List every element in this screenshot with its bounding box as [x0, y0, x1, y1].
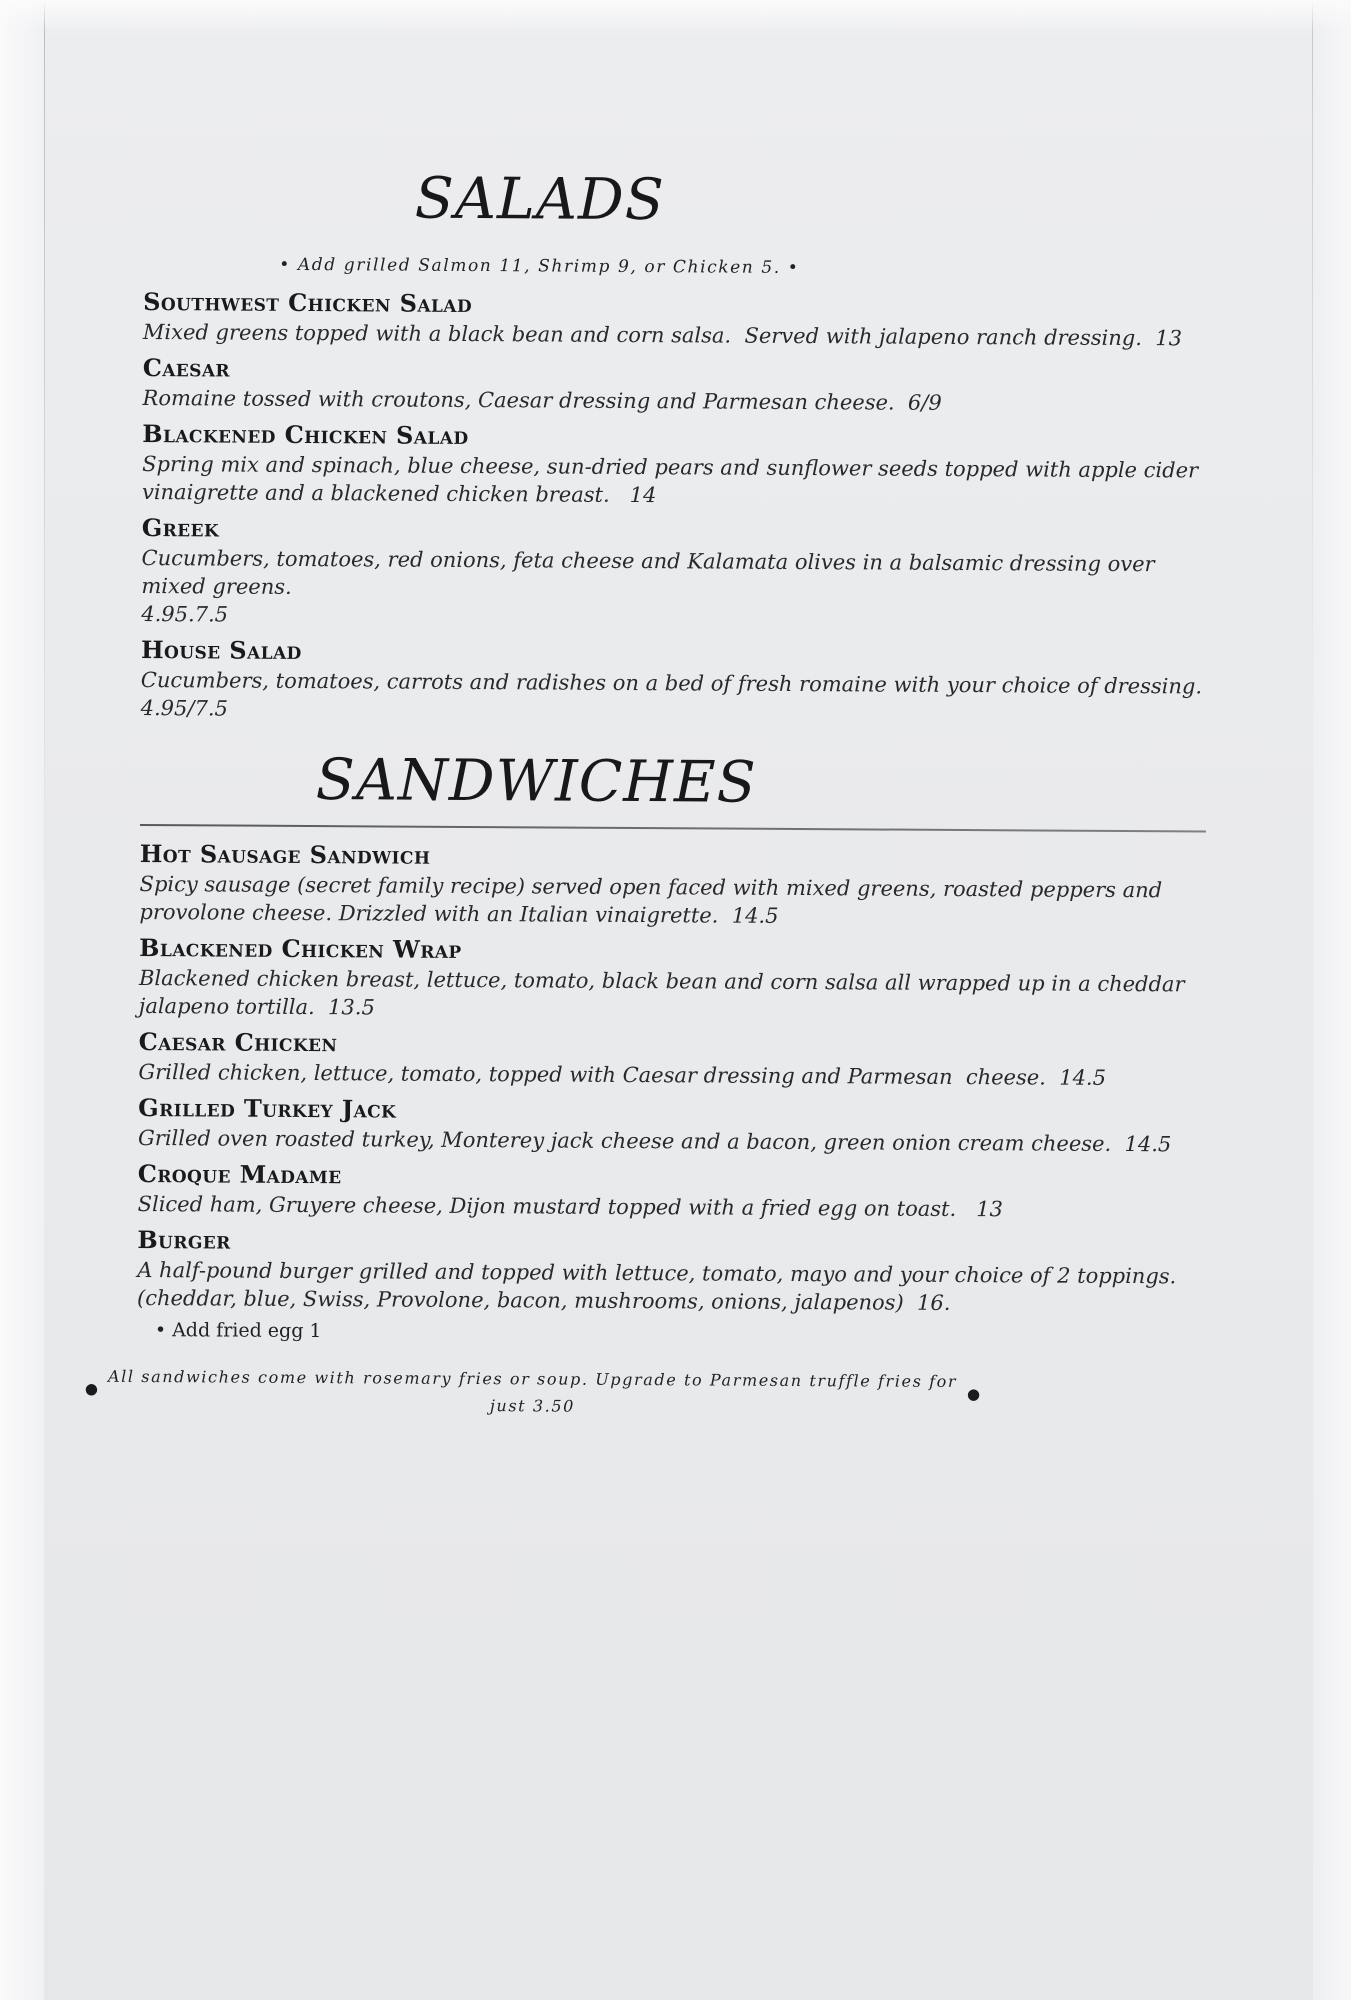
menu-item [138, 1160, 1206, 1225]
page-edge-line-right [1312, 0, 1313, 700]
footer-text [108, 1362, 957, 1421]
sandwiches-header [140, 748, 932, 817]
item-description: Sliced ham, Gruyere cheese, Dijon mustard topped with a fried egg on toast. 13 [137, 1191, 1004, 1221]
item-description: Grilled oven roasted turkey, Monterey jack cheese and a bacon, green onion cream cheese. 14.5 [137, 1125, 1172, 1156]
footer-text-line-1: All sandwiches come with rosemary fries or soup. Upgrade to Parmesan truffle fries for [108, 1366, 958, 1391]
item-name: Greek [141, 512, 220, 543]
menu-item [141, 514, 1210, 635]
item-name: Grilled Turkey Jack [138, 1092, 397, 1124]
footer-bullet-left: ● [84, 1379, 99, 1398]
item-description: Spicy sausage (secret family recipe) served open faced with mixed greens, roasted peppers and provolone cheese. Drizzled with an Italian vinaigrette. 14.5 [139, 871, 1169, 928]
menu-item [140, 634, 1216, 729]
menu-item [143, 288, 1211, 353]
salads-items [140, 286, 1216, 729]
item-description: Blackened chicken breast, lettuce, tomato, black bean and corn salsa all wrapped up in a cheddar jalapeno tortilla. 13.5 [138, 965, 1192, 1020]
salads-title: SALADS [414, 165, 665, 234]
item-name: Blackened Chicken Wrap [139, 932, 462, 964]
item-name: Croque Madame [137, 1158, 342, 1189]
section-divider [140, 824, 1206, 833]
menu-item [138, 1028, 1206, 1093]
page-edge-right [1313, 0, 1351, 2000]
item-description: Cucumbers, tomatoes, carrots and radishes on a bed of fresh romaine with your choice of dressing. 4.95/7.5 [140, 667, 1216, 721]
menu-content [84, 0, 1216, 1423]
menu-item [142, 420, 1211, 513]
item-name: Caesar [142, 352, 231, 383]
sandwiches-items [137, 840, 1208, 1350]
menu-item [139, 934, 1208, 1027]
item-name: Caesar Chicken [138, 1026, 338, 1057]
item-name: Hot Sausage Sandwich [139, 838, 431, 870]
footer-text-line-2: just 3.50 [489, 1395, 575, 1416]
footer-note [84, 1363, 981, 1422]
item-name: House Salad [140, 634, 302, 665]
menu-item [137, 1226, 1206, 1350]
item-name: Southwest Chicken Salad [143, 286, 473, 318]
footer-bullet-right: ● [966, 1385, 981, 1404]
sandwiches-title: SANDWICHES [315, 746, 757, 816]
item-description: Romaine tossed with croutons, Caesar dressing and Parmesan cheese. 6/9 [142, 385, 942, 415]
menu-item [139, 840, 1208, 933]
burger-addon-note: • Add fried egg 1 [154, 1318, 322, 1342]
item-description: Spring mix and spinach, blue cheese, sun-dried pears and sunflower seeds topped with apple cider vinaigrette and a blackened chicken breast. 14 [141, 451, 1205, 507]
item-price-line: 4.95.7.5 [141, 601, 229, 627]
item-name: Burger [137, 1224, 231, 1255]
page-edge-line-left [44, 0, 45, 900]
item-description: Cucumbers, tomatoes, red onions, feta cheese and Kalamata olives in a balsamic dressing over mixed greens. [141, 545, 1162, 599]
menu-item [138, 1094, 1206, 1159]
page-edge-left [0, 0, 44, 2000]
salad-addons-note: • Add grilled Salmon 11, Shrimp 9, or Chicken 5. • [279, 254, 800, 278]
item-description: Mixed greens topped with a black bean and corn salsa. Served with jalapeno ranch dressing. 13 [142, 319, 1183, 351]
salads-header [143, 166, 936, 279]
menu-item [142, 354, 1210, 419]
item-name: Blackened Chicken Salad [142, 418, 469, 450]
item-description: A half-pound burger grilled and topped with lettuce, tomato, mayo and your choice of 2 toppings. (cheddar, blue, Swiss, Provolone, bacon, mushrooms, onions, jalapenos) 16. [136, 1257, 1184, 1315]
item-description: Grilled chicken, lettuce, tomato, topped with Caesar dressing and Parmesan cheese. 14.5 [138, 1059, 1107, 1090]
